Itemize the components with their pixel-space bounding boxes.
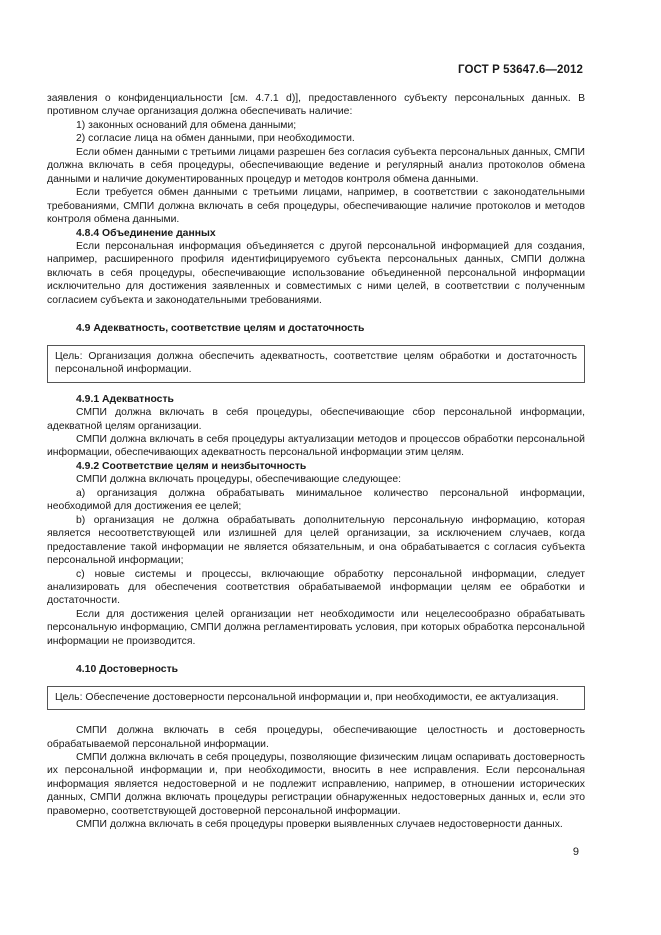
objective-text: Цель: Организация должна обеспечить адекватность, соответствие целям обработки и достаточность персональной информации. <box>55 350 577 376</box>
objective-text: Цель: Обеспечение достоверности персональной информации и, при необходимости, ее актуализация. <box>55 691 559 703</box>
standard-number: ГОСТ Р 53647.6—2012 <box>458 64 583 76</box>
section-heading-4-9: 4.9 Адекватность, соответствие целям и достаточность <box>76 323 365 335</box>
paragraph: СМПИ должна включать в себя процедуры, обеспечивающие целостность и достоверность обрабатываемой персональной информации. <box>47 725 585 750</box>
page-body <box>47 92 585 832</box>
list-item: 2) согласие лица на обмен данными, при необходимости. <box>76 133 355 145</box>
section-heading-4-10: 4.10 Достоверность <box>76 664 179 676</box>
page-number: 9 <box>572 846 579 858</box>
section-heading-4-9-2: 4.9.2 Соответствие целям и неизбыточность <box>76 460 307 472</box>
paragraph: заявления о конфиденциальности [см. 4.7.1 d)], предоставленного субъекту персональных данных. В противном случае организация должна обеспечивать наличие: <box>47 93 585 118</box>
paragraph: Если обмен данными с третьими лицами разрешен без согласия субъекта персональных данных, СМПИ должна включать в себя процедуры, обеспечивающие ведение и регулярный анализ протоколов обмена данными и наличие документированных процедур и методов контроля обмена данными. <box>47 146 585 185</box>
list-item: a) организация должна обрабатывать минимальное количество персональной информации, необходимой для достижения ее целей; <box>47 487 585 513</box>
paragraph: СМПИ должна включать процедуры, обеспечивающие следующее: <box>76 474 402 486</box>
paragraph: СМПИ должна включать в себя процедуры, обеспечивающие сбор персональной информации, адекватной целям организации. <box>47 407 585 432</box>
section-heading-4-8-4: 4.8.4 Объединение данных <box>76 227 216 239</box>
paragraph: Если для достижения целей организации нет необходимости или нецелесообразно обрабатывать персональную информацию, СМПИ должна регламентировать условия, при которых обработка персональной информации не производится. <box>47 608 585 647</box>
paragraph: СМПИ должна включать в себя процедуры, позволяющие физическим лицам оспаривать достоверность их персональной информации и, при необходимости, вносить в нее исправления. Если персональная информация является недостоверной и не подлежит исправлению, например, в отношении исторических данных, СМПИ должна включать процедуры регистрации обнаруженных недостоверных данных и, если это правомерно, соответствующей достоверной персональной информации. <box>47 752 585 817</box>
paragraph: Если персональная информация объединяется с другой персональной информацией для создания, например, расширенного профиля идентифицируемого субъекта персональных данных, СМПИ должна включать в себя процедуры, обеспечивающие использование объединенной персональной информации исключительно для достижения заявленных и совместимых с ними целей, в соответствии с полученным согласием субъекта и законодательными требованиями. <box>47 240 585 306</box>
list-item: b) организация не должна обрабатывать дополнительную персональную информацию, которая является несоответствующей или излишней для целей организации, за исключением случаев, когда предоставление такой информации не является обязательным, и она обрабатывается с согласия субъекта персональной информации; <box>47 514 585 567</box>
section-heading-4-9-1: 4.9.1 Адекватность <box>76 393 174 405</box>
paragraph: СМПИ должна включать в себя процедуры проверки выявленных случаев недостоверности данных. <box>76 819 563 831</box>
objective-box <box>47 686 585 710</box>
list-item: c) новые системы и процессы, включающие обработку персональной информации, следует анализировать для обеспечения соответствия обрабатываемой информации целям ее обработки и достаточности. <box>47 568 585 607</box>
paragraph: Если требуется обмен данными с третьими лицами, например, в соответствии с законодательными требованиями, СМПИ должна включать в себя процедуры, обеспечивающие наличие протоколов и методов контроля обмена данными. <box>47 187 585 226</box>
list-item: 1) законных оснований для обмена данными; <box>76 119 297 131</box>
paragraph: СМПИ должна включать в себя процедуры актуализации методов и процессов обработки персональной информации, обеспечивающих адекватность персональной информации этим целям. <box>47 433 585 459</box>
objective-box <box>47 345 585 383</box>
